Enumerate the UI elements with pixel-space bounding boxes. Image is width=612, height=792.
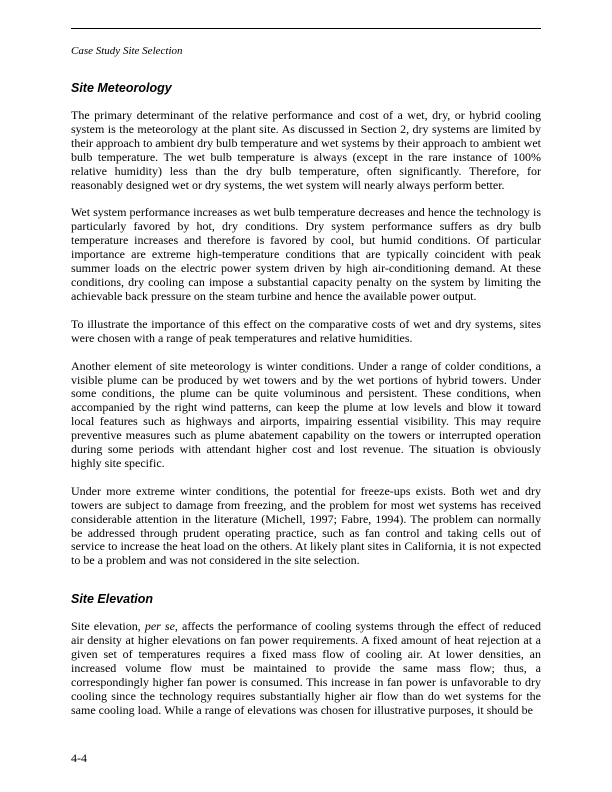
section-heading-site-meteorology: Site Meteorology: [71, 81, 172, 95]
paragraph: To illustrate the importance of this effect on the comparative costs of wet and dry systems, sites were chosen with a range of peak temperatures and relative humidities.: [71, 316, 541, 345]
paragraph: Another element of site meteorology is winter conditions. Under a range of colder conditions, a visible plume can be produced by wet towers and by the wet portions of hybrid towers. Under some conditions, the plume can be quite voluminous and persistent. These conditions, when accompanied by the right wind patterns, can keep the plume at low levels and blow it toward local features such as highways and airports, impairing essential visibility. This may require preventive measures such as plume abatement capability on the towers or interrupted operation during some periods with attendant higher cost and lost revenue. The situation is obviously highly site specific.: [71, 358, 541, 470]
paragraph: Wet system performance increases as wet bulb temperature decreases and hence the technology is particularly favored by hot, dry conditions. Dry system performance suffers as dry bulb temperature increases and therefore is favored by cool, but humid conditions. Of particular importance are extreme high-temperature conditions that are typically coincident with peak summer loads on the electric power system driven by high air-conditioning demand. At these conditions, dry cooling can impose a substantial capacity penalty on the system by limiting the achievable back pressure on the steam turbine and hence the available power output.: [71, 205, 541, 303]
page-number: 4-4: [71, 751, 87, 765]
paragraph-italic-phrase: per se: [144, 619, 175, 634]
paragraph-text: , affects the performance of cooling systems through the effect of reduced air density at higher elevations on fan power requirements. A fixed amount of heat rejection at a given set of temperatures requires a fixed mass flow of cooling air. At lower densities, an increased volume flow must be maintained to provide the same mass flow; thus, a correspondingly higher fan power is consumed. This increase in fan power is unfavorable to dry cooling since the technology requires substantially higher air flow than do wet systems for the same cooling load. While a range of elevations was chosen for illustrative purposes, it should be: [71, 619, 541, 717]
running-header: Case Study Site Selection: [71, 45, 183, 57]
paragraph: [71, 620, 541, 717]
paragraph: The primary determinant of the relative performance and cost of a wet, dry, or hybrid cooling system is the meteorology at the plant site. As discussed in Section 2, dry systems are limited by their approach to ambient dry bulb temperature and wet systems by their approach to ambient wet bulb temperature. The wet bulb temperature is always (except in the rare instance of 100% relative humidity) less than the dry bulb temperature, often significantly. Therefore, for reasonably designed wet or dry systems, the wet system will nearly always perform better.: [71, 108, 541, 192]
paragraph: Under more extreme winter conditions, the potential for freeze-ups exists. Both wet and dry towers are subject to damage from freezing, and the problem for most wet systems has received considerable attention in the literature (Michell, 1997; Fabre, 1994). The problem can normally be addressed through prudent operating practice, such as fan control and taking cells out of service to increase the heat load on the others. At likely plant sites in California, it is not expected to be a problem and was not considered in the site selection.: [71, 483, 541, 568]
section-heading-site-elevation: Site Elevation: [71, 592, 153, 607]
paragraph-text: Site elevation,: [71, 619, 145, 634]
header-rule: [71, 28, 541, 29]
page-content: [71, 28, 541, 718]
